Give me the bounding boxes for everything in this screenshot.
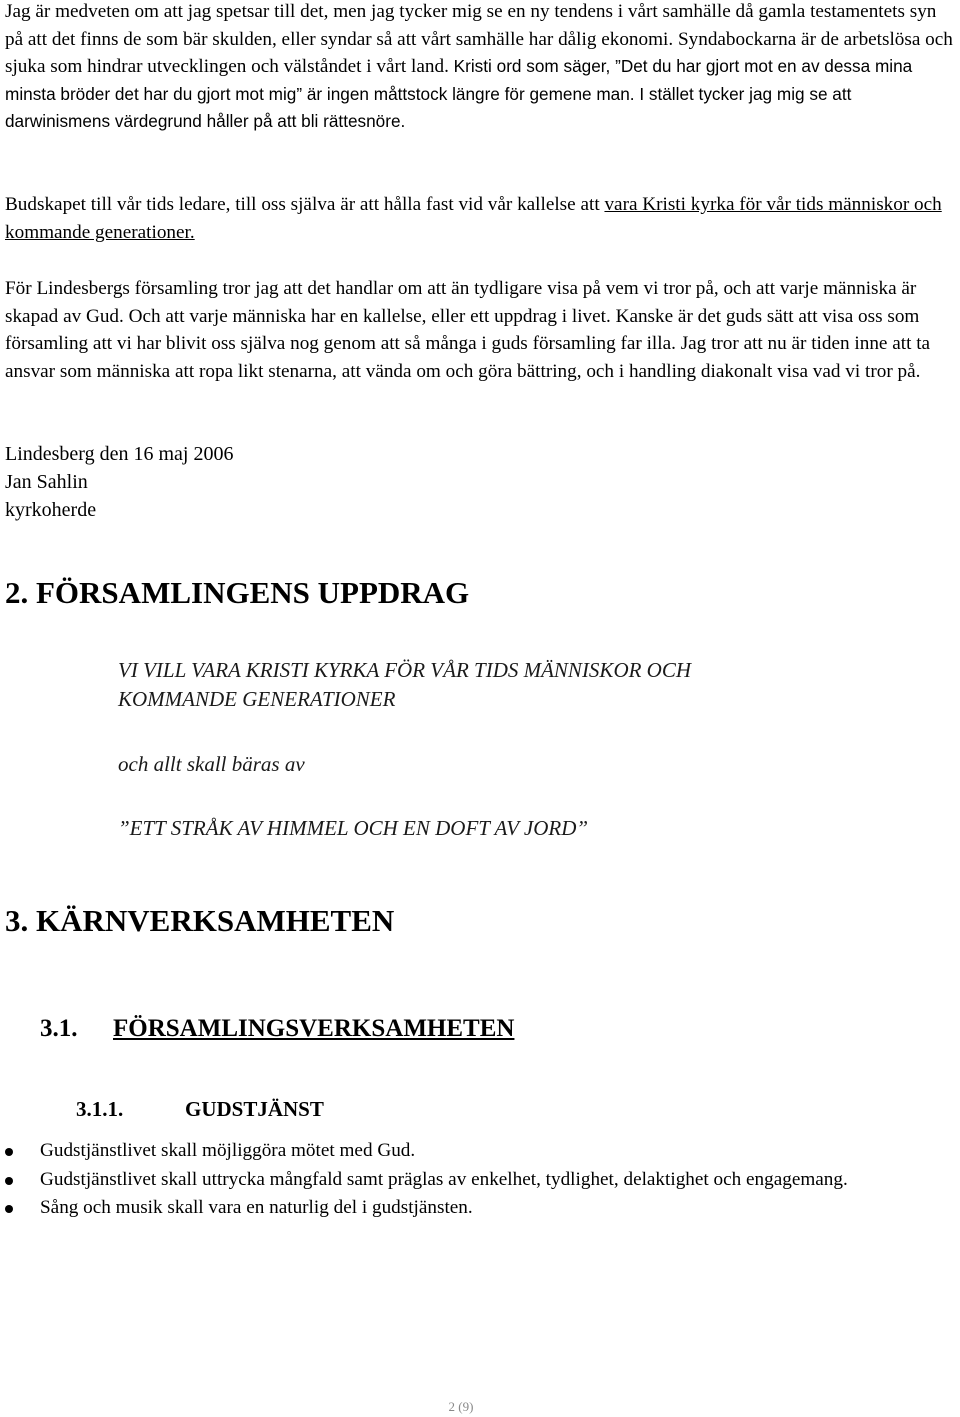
intro-paragraph-2-underlined: vara Kristi kyrka för vår tids människor och kommande generationer. bbox=[5, 194, 942, 243]
page-number: 2 (9) bbox=[448, 1399, 474, 1414]
intro-paragraph-3: För Lindesbergs församling tror jag att det handlar om att än tydligare visa på vem vi tror på, och att varje människa är skapad av Gud. Och att varje människa har en kallelse, eller ett uppdrag i livet. Kanske är det guds sätt att visa oss som församling att vi har blivit oss själva nog genom att så många i guds församling far illa. Jag tror att nu är tiden inne att ta ansvar som människa att ropa likt stenarna, att vända om och göra bättring, och i handling diakonalt visa vad vi tror på. bbox=[5, 278, 931, 382]
subsection-3-1-title: FÖRSAMLINGSVERKSAMHETEN bbox=[113, 1015, 515, 1042]
list-item-text: Sång och musik skall vara en naturlig del i gudstjänsten. bbox=[40, 1197, 473, 1218]
intro-paragraph-1 bbox=[5, 0, 957, 136]
intro-paragraph-1-serif-text: Jag är medveten om att jag spetsar till det, men jag tycker mig se en ny tendens i vårt samhälle då gamla testamentets syn på att det finns de som bär skulden, eller syndar så att vårt samhälle har dålig ekonomi. Syndabockarna är de arbetslösa och sjuka som hindrar utvecklingen och välståndet i vårt land. bbox=[5, 1, 953, 77]
signature-title: kyrkoherde bbox=[5, 499, 97, 521]
list-item bbox=[0, 1166, 940, 1195]
intro-paragraph-2 bbox=[5, 191, 957, 246]
bullet-icon bbox=[5, 1177, 13, 1185]
signature-place-date: Lindesberg den 16 maj 2006 bbox=[5, 443, 234, 465]
vision-line-2: KOMMANDE GENERATIONER bbox=[118, 687, 396, 711]
subsection-3-1-number: 3.1. bbox=[40, 1015, 78, 1042]
intro-paragraph-2-text: Budskapet till vår tids ledare, till oss själva är att hålla fast vid vår kallelse att bbox=[5, 194, 605, 215]
bullet-icon bbox=[5, 1205, 13, 1213]
vision-line-1: VI VILL VARA KRISTI KYRKA FÖR VÅR TIDS MÄNNISKOR OCH bbox=[118, 658, 692, 682]
section-2-heading: 2. FÖRSAMLINGENS UPPDRAG bbox=[5, 575, 470, 610]
vision-motto: ”ETT STRÅK AV HIMMEL OCH EN DOFT AV JORD” bbox=[118, 816, 589, 840]
list-item bbox=[0, 1194, 940, 1223]
list-item-text: Gudstjänstlivet skall uttrycka mångfald samt präglas av enkelhet, tydlighet, delaktighet och engagemang. bbox=[40, 1168, 848, 1190]
subsection-3-1-heading bbox=[40, 1014, 514, 1044]
vision-carried-by: och allt skall bäras av bbox=[118, 752, 305, 776]
subsubsection-3-1-1-heading bbox=[76, 1096, 324, 1122]
signature-name: Jan Sahlin bbox=[5, 471, 88, 493]
list-item-text: Gudstjänstlivet skall möjliggöra mötet med Gud. bbox=[40, 1140, 416, 1161]
list-item bbox=[0, 1137, 940, 1166]
intro-paragraph-1-sans-text: Kristi ord som säger, ”Det du har gjort mot en av dessa mina minsta bröder det har du gjort mot mig” är ingen måttstock längre för gemene man. I stället tycker jag mig se att darwinismens värdegrund håller på att bli rättesnöre. bbox=[5, 56, 913, 131]
section-3-heading: 3. KÄRNVERKSAMHETEN bbox=[5, 903, 395, 938]
subsubsection-3-1-1-title: GUDSTJÄNST bbox=[185, 1097, 324, 1121]
gudstjanst-bullet-list bbox=[0, 1137, 940, 1223]
bullet-icon bbox=[5, 1148, 13, 1156]
subsubsection-3-1-1-number: 3.1.1. bbox=[76, 1097, 124, 1121]
